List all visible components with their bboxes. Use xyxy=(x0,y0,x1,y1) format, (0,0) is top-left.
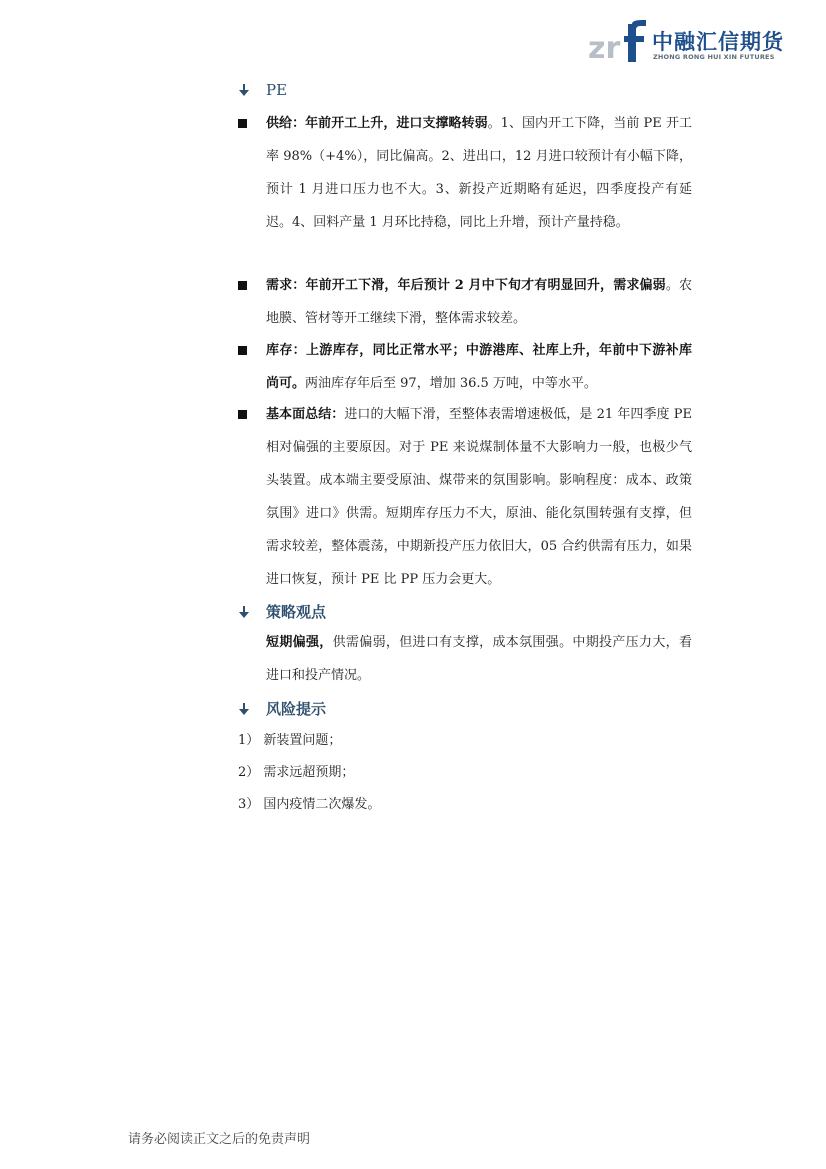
summary-body: 进口的大幅下滑，至整体表需增速极低，是 21 年四季度 PE 相对偏强的主要原因。对于 PE 来说煤制体量不大影响力一般，也极少气头装置。成本端主要受原油、煤带来的氛围影响。影响程度：成本、政策氛围》进口》供需。短期库存压力不大，原油、能化氛围转强有支撑，但需求较差，整体震荡，中期新投产压力依旧大，05 合约供需有压力，如果进口恢复，预计 PE 比 PP 压力会更大。 xyxy=(266,407,692,587)
risk-item: 2） 需求远超预期； xyxy=(238,765,355,780)
footer-disclaimer: 请务必阅读正文之后的免责声明 xyxy=(128,1132,311,1147)
inventory-body: 两油库存年后至 97，增加 36.5 万吨，中等水平。 xyxy=(305,376,597,391)
square-bullet-icon xyxy=(238,281,247,290)
strategy-heading-text: 策略观点 xyxy=(266,603,327,621)
demand-body: 。农地膜、管材等开工继续下滑，整体需求较差。 xyxy=(266,278,692,326)
inventory-lead: 库存：上游库存，同比正常水平；中游港库、社库上升，年前中下游补库尚可。 xyxy=(266,343,692,391)
square-bullet-icon xyxy=(238,346,247,355)
strategy-lead: 短期偏强， xyxy=(266,635,333,650)
down-arrow-icon xyxy=(238,701,250,717)
summary-lead: 基本面总结： xyxy=(266,407,345,422)
company-logo xyxy=(588,20,784,66)
risk-item: 1） 新装置问题； xyxy=(238,733,342,748)
supply-lead: 供给：年前开工上升，进口支撑略转弱 xyxy=(266,116,488,131)
down-arrow-icon xyxy=(238,604,250,620)
down-arrow-icon xyxy=(238,82,250,98)
demand-lead: 需求：年前开工下滑，年后预计 2 月中下旬才有明显回升，需求偏弱 xyxy=(266,278,666,293)
inventory-paragraph xyxy=(266,334,692,400)
supply-body: 。1、国内开工下降，当前 PE 开工率 98%（+4%），同比偏高。2、进出口，12 月进口较预计有小幅下降，预计 1 月进口压力也不大。3、新投产近期略有延迟，四季度投产有延迟。4、回料产量 1 月环比持稳，同比上升增，预计产量持稳。 xyxy=(266,116,692,230)
svg-text:zr: zr xyxy=(588,31,621,66)
pe-heading xyxy=(238,81,287,99)
strategy-body: 供需偏弱，但进口有支撑，成本氛围强。中期投产压力大，看进口和投产情况。 xyxy=(266,635,692,683)
demand-paragraph xyxy=(266,269,692,335)
square-bullet-icon xyxy=(238,119,247,128)
logo-chinese-name: 中融汇信期货 xyxy=(652,30,784,54)
risk-heading-text: 风险提示 xyxy=(266,700,327,718)
supply-paragraph xyxy=(266,107,692,239)
pe-heading-text: PE xyxy=(266,81,288,99)
summary-paragraph xyxy=(266,398,692,596)
logo-english-name: ZHONG RONG HUI XIN FUTURES xyxy=(653,53,775,61)
strategy-heading xyxy=(238,601,326,622)
risk-heading xyxy=(238,698,326,719)
strategy-paragraph xyxy=(266,626,692,692)
zrf-logo-mark-icon xyxy=(588,20,650,66)
risk-item: 3） 国内疫情二次爆发。 xyxy=(238,797,381,812)
square-bullet-icon xyxy=(238,410,247,419)
